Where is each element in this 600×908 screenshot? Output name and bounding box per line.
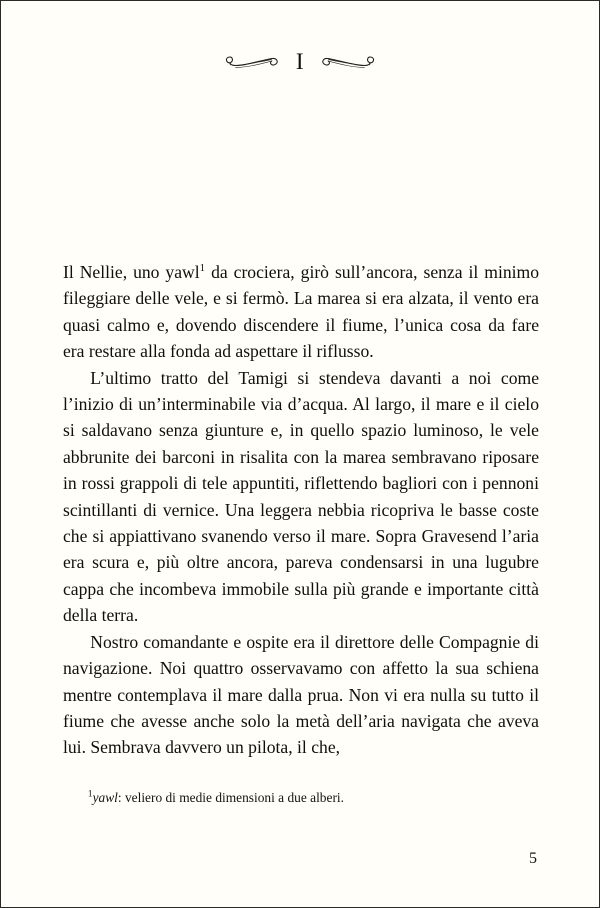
body-text-block — [63, 259, 539, 761]
paragraph-3: Nostro comandante e ospite era il direttore delle Compagnie di navigazione. Noi quattro osservavamo con affetto la sua schiena mentre contemplava il mare dalla prua. Non vi era nulla su tutto il fiume che avesse anche solo la metà dell’aria navigata che aveva lui. Sembrava davvero un pilota, il che, — [63, 631, 539, 758]
paragraph-1-prefix: Il Nellie, uno yawl — [63, 262, 200, 282]
footnote-marker: 1 — [87, 788, 93, 800]
flourish-ornament-right-icon — [319, 51, 377, 73]
flourish-ornament-left-icon — [223, 51, 281, 73]
page-number: 5 — [529, 850, 537, 867]
footnote-definition: : veliero di medie dimensioni a due alberi. — [117, 790, 344, 805]
paragraph-2: L’ultimo tratto del Tamigi si stendeva davanti a noi come l’inizio di un’interminabile via d’acqua. Al largo, il mare e il cielo si saldavano senza giunture e, in quello spazio luminoso, le vele abbrunite dei barconi in risalita con la marea sembravano riposare in rossi grappoli di tele appuntiti, riflettendo bagliori con i pennoni scintillanti di vernice. Una leggera nebbia ricopriva le basse coste che si appiattivano svanendo verso il mare. Sopra Gravesend l’aria era scura e, più oltre ancora, pareva condensarsi in una lugubre cappa che incombeva immobile sulla più grande e importante città della terra. — [63, 367, 539, 626]
chapter-number: I — [295, 48, 305, 74]
footnote-area — [63, 789, 539, 807]
footnote-reference-marker[interactable]: 1 — [199, 262, 206, 275]
paragraph-1-suffix: da crociera, girò sull’ancora, senza il minimo fileggiare delle vele, e si fermò. La marea si era alzata, il vento era quasi calmo e, dovendo discendere il fiume, l’unica cosa da fare era restare alla fonda ad aspettare il riflusso. — [63, 262, 540, 362]
footnote-term: yawl — [92, 790, 118, 805]
paragraph-1 — [63, 259, 539, 365]
footnote-entry — [63, 789, 539, 807]
chapter-heading — [1, 45, 599, 79]
